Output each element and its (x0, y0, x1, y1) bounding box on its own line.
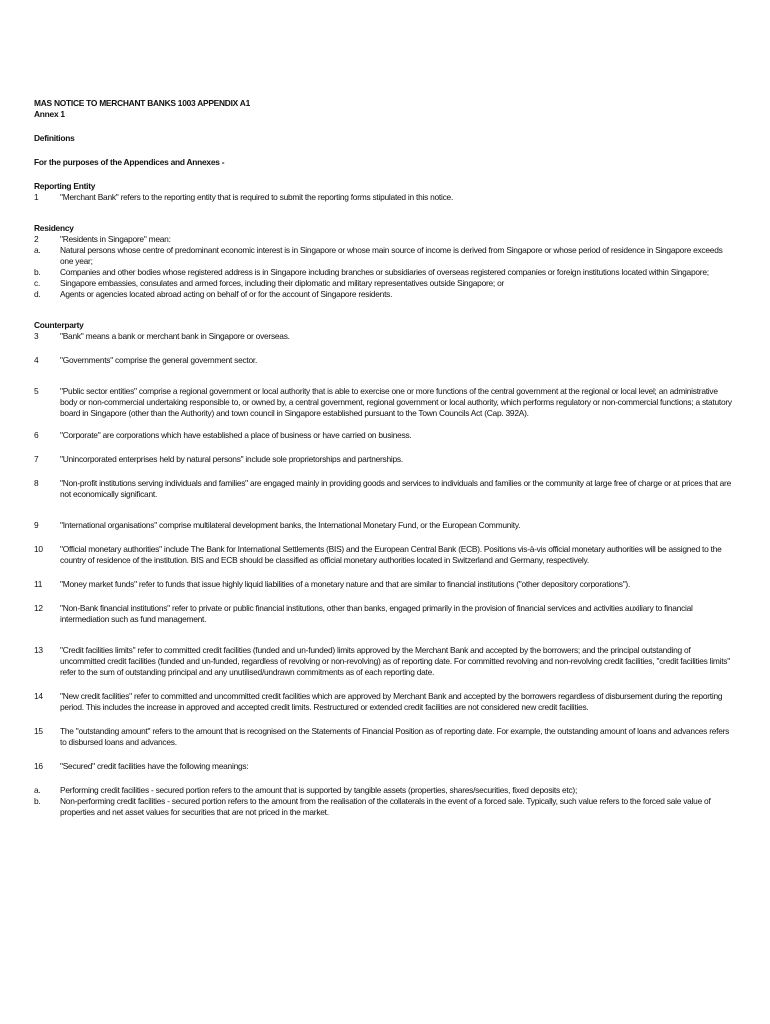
item-text: "Non-profit institutions serving individuals and families" are engaged mainly in providing goods and services to individuals and families or the community at large free of charge or at prices that are not economically significant. (60, 478, 731, 499)
definition-item (34, 544, 734, 566)
definition-subitem (34, 267, 734, 278)
item-text: "Money market funds" refer to funds that issue highly liquid liabilities of a monetary nature and that are similar to financial institutions ("other depository corporations"). (60, 579, 631, 589)
definition-item (34, 726, 734, 748)
item-number: c. (34, 278, 41, 288)
annex-label: Annex 1 (34, 109, 65, 119)
item-number: 1 (34, 192, 39, 202)
item-text: Singapore embassies, consulates and armed forces, including their diplomatic and military representatives outside Singapore; or (60, 278, 505, 288)
item-number: 7 (34, 454, 39, 464)
item-number: 2 (34, 234, 39, 244)
definition-item (34, 355, 734, 366)
item-number: 12 (34, 603, 43, 613)
item-number: b. (34, 267, 41, 277)
definition-subitem (34, 245, 734, 267)
item-number: 9 (34, 520, 39, 530)
definition-item (34, 192, 734, 203)
item-number: 14 (34, 691, 43, 701)
item-number: 13 (34, 645, 43, 655)
item-text: "Governments" comprise the general government sector. (60, 355, 258, 365)
item-number: a. (34, 785, 41, 795)
item-text: Performing credit facilities - secured portion refers to the amount that is supported by tangible assets (properties, shares/securities, fixed deposits etc); (60, 785, 578, 795)
item-text: "Credit facilities limits" refer to committed credit facilities (funded and un-funded) limits approved by the Merchant Bank and accepted by the borrowers; and the principal outstanding of uncommitted credit facilities (funded and un-funded, regardless of revolving or non-revolving) as of reporting date. For committed revolving and non-revolving credit facilities, "credit facilities limits" refer to the sum of outstanding principal and any unutilised/undrawn commitments as of each reporting date. (60, 645, 730, 677)
item-text: "International organisations" comprise multilateral development banks, the International Monetary Fund, or the European Community. (60, 520, 521, 530)
item-text: Agents or agencies located abroad acting on behalf of or for the account of Singapore residents. (60, 289, 393, 299)
item-text: "Corporate" are corporations which have established a place of business or have carried on business. (60, 430, 412, 440)
definition-item (34, 478, 734, 500)
item-text: "Residents in Singapore" mean: (60, 234, 171, 244)
definition-item (34, 520, 734, 531)
item-text: "New credit facilities" refer to committed and uncommitted credit facilities which are approved by Merchant Bank and accepted by the borrowers regardless of disbursement during the reporting period. This includes the increase in approved and accepted credit limits. Restructured or extended credit facilities are not considered new credit facilities. (60, 691, 723, 712)
definition-subitem (34, 796, 734, 818)
definition-item (34, 761, 734, 772)
reporting-entity-heading: Reporting Entity (34, 181, 96, 191)
item-number: 11 (34, 579, 43, 589)
definition-item (34, 234, 734, 245)
item-text: "Bank" means a bank or merchant bank in Singapore or overseas. (60, 331, 290, 341)
item-text: Non-performing credit facilities - secured portion refers to the amount from the realisation of the collaterals in the event of a forced sale. Typically, such value refers to the forced sale value of properties and net asset values for securities that are not priced in the market. (60, 796, 711, 817)
definition-item (34, 645, 734, 678)
item-text: "Unincorporated enterprises held by natural persons" include sole proprietorships and partnerships. (60, 454, 403, 464)
item-number: 8 (34, 478, 39, 488)
item-number: 15 (34, 726, 43, 736)
item-number: 5 (34, 386, 39, 396)
definition-item (34, 579, 734, 590)
item-text: "Public sector entities" comprise a regional government or local authority that is able to exercise one or more functions of the central government at the regional or local level; an administrative body or non-commercial undertaking responsible to, or owned by, a central government, regional government or local authority, which performs regulatory or non-commercial functions; a statutory board in Singapore (other than the Authority) and town council in Singapore established pursuant to the Town Councils Act (Cap. 392A). (60, 386, 732, 418)
definition-item (34, 331, 734, 342)
item-number: 3 (34, 331, 39, 341)
definition-subitem (34, 289, 734, 300)
item-text: "Merchant Bank" refers to the reporting entity that is required to submit the reporting forms stipulated in this notice. (60, 192, 454, 202)
definition-item (34, 603, 734, 625)
item-number: b. (34, 796, 41, 806)
item-number: 6 (34, 430, 39, 440)
item-text: Natural persons whose centre of predominant economic interest is in Singapore or whose main source of income is derived from Singapore or whose period of residence in Singapore exceeds one year; (60, 245, 723, 266)
item-text: Companies and other bodies whose registered address is in Singapore including branches or subsidiaries of overseas registered companies or foreign institutions located within Singapore; (60, 267, 709, 277)
definition-item (34, 785, 734, 796)
definitions-heading: Definitions (34, 133, 75, 143)
definition-subitem (34, 278, 734, 289)
item-number: 4 (34, 355, 39, 365)
definition-item (34, 691, 734, 713)
purpose-statement: For the purposes of the Appendices and Annexes - (34, 157, 225, 167)
residency-heading: Residency (34, 223, 74, 233)
document-title: MAS NOTICE TO MERCHANT BANKS 1003 APPENDIX A1 (34, 98, 250, 108)
item-text: "Official monetary authorities" include The Bank for International Settlements (BIS) and the European Central Bank (ECB). Positions vis-à-vis official monetary authorities will be assigned to the country of residence of the institution. BIS and ECB should be classified as official monetary authorities located in Switzerland and Germany, respectively. (60, 544, 722, 565)
item-number: d. (34, 289, 41, 299)
item-text: The "outstanding amount" refers to the amount that is recognised on the Statements of Financial Position as of reporting date. For example, the outstanding amount of loans and advances refers to disbursed loans and advances. (60, 726, 730, 747)
definition-item (34, 454, 734, 465)
definition-item (34, 430, 734, 441)
counterparty-heading: Counterparty (34, 320, 84, 330)
item-text: "Secured" credit facilities have the following meanings: (60, 761, 249, 771)
definition-item (34, 386, 734, 419)
document-page (34, 98, 734, 818)
item-number: 16 (34, 761, 43, 771)
item-number: a. (34, 245, 41, 255)
item-text: "Non-Bank financial institutions" refer to private or public financial institutions, other than banks, engaged primarily in the provision of financial services and activities auxiliary to financial intermediation such as fund management. (60, 603, 693, 624)
item-number: 10 (34, 544, 43, 554)
